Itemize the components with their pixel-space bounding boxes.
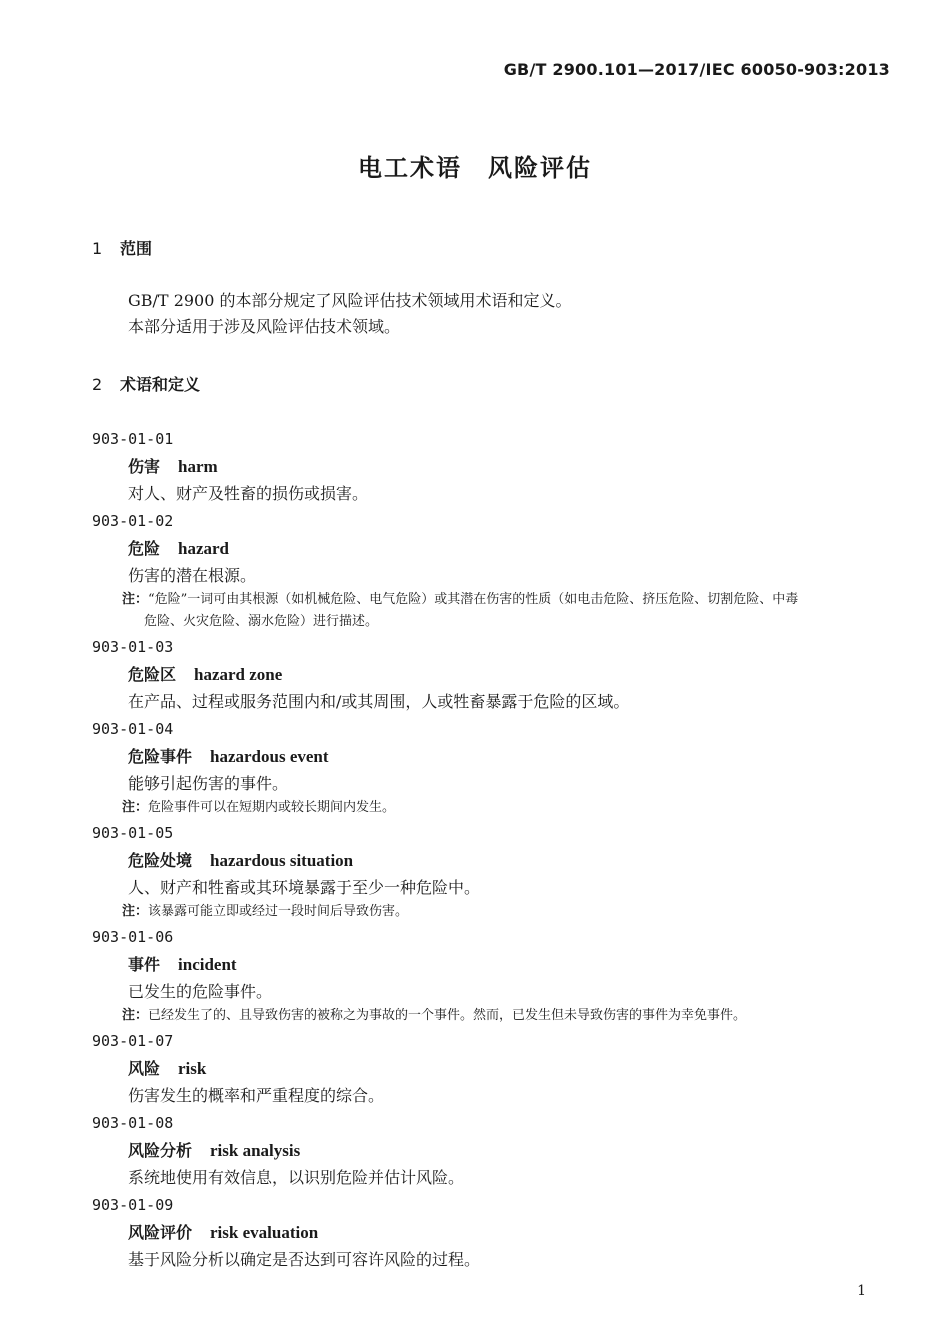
section-title: 范围	[120, 239, 153, 258]
scope-paragraph-2: 本部分适用于涉及风险评估技术领域。	[128, 317, 401, 336]
term-entry	[92, 715, 892, 819]
entry-definition: 系统地使用有效信息，以识别危险并估计风险。	[128, 1168, 465, 1187]
page-number: 1	[857, 1283, 866, 1299]
term-entry-list	[92, 425, 892, 1273]
section-number: 1	[92, 239, 103, 258]
note-text: “危险”一词可由其根源（如机械危险、电气危险）或其潜在伤害的性质（如电击危险、挤压危险、切割危险、中毒	[148, 592, 799, 607]
entry-term	[92, 847, 892, 874]
entry-definition: 能够引起伤害的事件。	[128, 774, 289, 793]
term-entry	[92, 819, 892, 923]
term-en: hazard	[178, 539, 230, 558]
term-entry	[92, 507, 892, 633]
entry-id: 903-01-09	[92, 1196, 174, 1214]
entry-term	[92, 661, 892, 688]
scope-paragraph-1: GB/T 2900 的本部分规定了风险评估技术领域用术语和定义。	[128, 291, 572, 310]
term-en: hazardous situation	[210, 851, 354, 870]
term-en: harm	[178, 457, 218, 476]
entry-definition: 在产品、过程或服务范围内和/或其周围，人或牲畜暴露于危险的区域。	[128, 692, 630, 711]
entry-definition: 基于风险分析以确定是否达到可容许风险的过程。	[128, 1250, 481, 1269]
entry-term	[92, 453, 892, 480]
term-en: risk	[178, 1059, 207, 1078]
term-en: incident	[178, 955, 237, 974]
entry-id: 903-01-03	[92, 638, 174, 656]
entry-id: 903-01-02	[92, 512, 174, 530]
note-text-continued: 危险、火灾危险、溺水危险）进行描述。	[144, 614, 379, 629]
term-entry	[92, 1191, 892, 1273]
term-en: hazardous event	[210, 747, 329, 766]
entry-id: 903-01-08	[92, 1114, 174, 1132]
note-label: 注：	[122, 592, 149, 607]
standard-code: GB/T 2900.101—2017/IEC 60050-903:2013	[503, 60, 890, 79]
entry-definition: 伤害发生的概率和严重程度的综合。	[128, 1086, 385, 1105]
entry-id: 903-01-04	[92, 720, 174, 738]
entry-term	[92, 951, 892, 978]
note-label: 注：	[122, 904, 149, 919]
section-title: 术语和定义	[120, 375, 201, 394]
term-en: risk analysis	[210, 1141, 301, 1160]
section-heading-scope	[92, 236, 152, 259]
entry-note	[92, 589, 892, 633]
term-entry	[92, 1027, 892, 1109]
note-text: 已经发生了的、且导致伤害的被称之为事故的一个事件。然而，已发生但未导致伤害的事件为幸免事件。	[148, 1008, 747, 1023]
note-label: 注：	[122, 1008, 149, 1023]
term-zh: 危险	[128, 539, 161, 558]
entry-term	[92, 535, 892, 562]
term-zh: 危险事件	[128, 747, 193, 766]
term-entry	[92, 425, 892, 507]
entry-id: 903-01-06	[92, 928, 174, 946]
term-zh: 风险分析	[128, 1141, 193, 1160]
section-heading-terms	[92, 372, 200, 395]
entry-note	[92, 901, 892, 923]
term-zh: 危险区	[128, 665, 177, 684]
entry-id: 903-01-01	[92, 430, 174, 448]
entry-id: 903-01-05	[92, 824, 174, 842]
term-entry	[92, 923, 892, 1027]
term-zh: 伤害	[128, 457, 161, 476]
term-entry	[92, 1109, 892, 1191]
entry-definition: 对人、财产及牲畜的损伤或损害。	[128, 484, 369, 503]
entry-note	[92, 797, 892, 819]
entry-term	[92, 1137, 892, 1164]
entry-term	[92, 1055, 892, 1082]
entry-term	[92, 743, 892, 770]
entry-definition: 已发生的危险事件。	[128, 982, 273, 1001]
term-zh: 事件	[128, 955, 161, 974]
page-title: 电工术语 风险评估	[358, 154, 592, 182]
section-number: 2	[92, 375, 103, 394]
term-zh: 风险	[128, 1059, 161, 1078]
term-en: hazard zone	[194, 665, 283, 684]
entry-definition: 伤害的潜在根源。	[128, 566, 257, 585]
term-zh: 危险处境	[128, 851, 193, 870]
entry-note	[92, 1005, 892, 1027]
term-zh: 风险评价	[128, 1223, 193, 1242]
note-text: 该暴露可能立即或经过一段时间后导致伤害。	[148, 904, 409, 919]
note-text: 危险事件可以在短期内或较长期间内发生。	[148, 800, 396, 815]
note-label: 注：	[122, 800, 149, 815]
term-entry	[92, 633, 892, 715]
entry-term	[92, 1219, 892, 1246]
term-en: risk evaluation	[210, 1223, 319, 1242]
entry-definition: 人、财产和牲畜或其环境暴露于至少一种危险中。	[128, 878, 481, 897]
entry-id: 903-01-07	[92, 1032, 174, 1050]
